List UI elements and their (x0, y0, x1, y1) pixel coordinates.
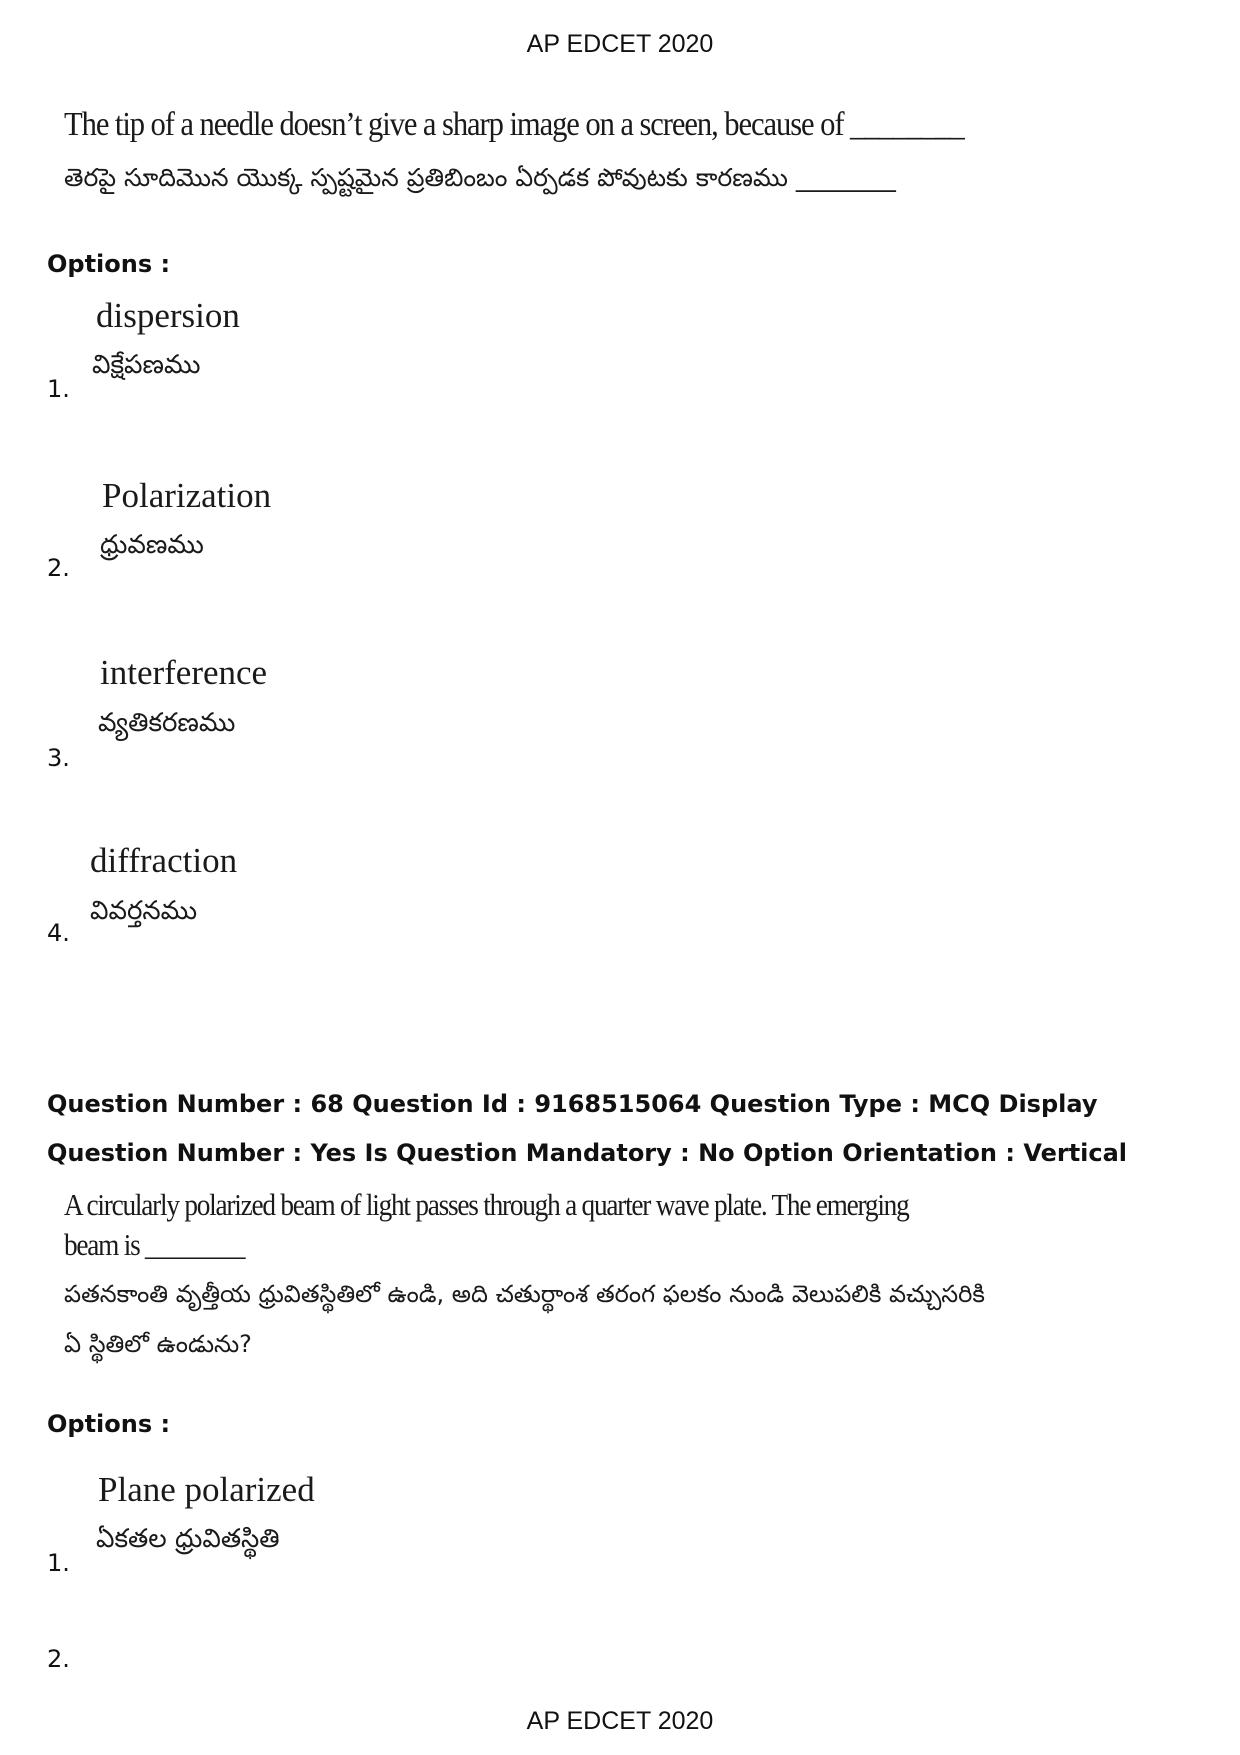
question-2-text-en-line-2: beam is ________ (64, 1227, 245, 1262)
q2-option-2-number: 2. (47, 1645, 70, 1673)
q1-option-1-text-te: విక్షేపణము (92, 350, 201, 380)
q1-option-1-text-en: dispersion (96, 296, 240, 335)
question-2-text-te-line-2: ఏ స్థితిలో ఉండును? (64, 1330, 252, 1358)
q1-option-2-text-en: Polarization (102, 476, 272, 515)
q2-option-1-text-te: ఏకతల ధ్రువితస్థితి (96, 1524, 280, 1554)
q2-option-1-number: 1. (47, 1549, 70, 1577)
q1-option-2-text-te: ధ్రువణము (100, 530, 204, 560)
q1-option-4-text-en: diffraction (90, 841, 238, 880)
question-1-options-label: Options : (47, 250, 171, 278)
question-2-options-label: Options : (47, 1410, 171, 1438)
q1-option-3-text-en: interference (100, 653, 268, 692)
page-header: AP EDCET 2020 (526, 30, 714, 58)
page-footer: AP EDCET 2020 (526, 1707, 714, 1735)
q1-option-1-number: 1. (47, 375, 70, 403)
question-2-text-en-line-1: A circularly polarized beam of light passes through a quarter wave plate. The emerging (64, 1187, 909, 1222)
question-2-text-te-line-1: పతనకాంతి వృత్తీయ ధ్రువితస్థితిలో ఉండి, అది చతుర్థాంశ తరంగ ఫలకం నుండి వెలుపలికి వచ్చుసరికి (64, 1280, 985, 1308)
q1-option-4-number: 4. (47, 919, 70, 947)
q1-option-2-number: 2. (47, 554, 70, 582)
q2-option-1-text-en: Plane polarized (98, 1470, 315, 1509)
q1-option-3-text-te: వ్యతికరణము (98, 708, 236, 738)
q1-option-3-number: 3. (47, 744, 70, 772)
q1-option-4-text-te: వివర్తనము (90, 896, 198, 926)
question-2-meta: Question Number : 68 Question Id : 9168515064 Question Type : MCQ Display Question Number : Yes Is Question Mandatory : No Option Orientation : Vertical (47, 1090, 1128, 1167)
question-1-text-en: The tip of a needle doesn’t give a sharp image on a screen, because of ________ (64, 106, 964, 143)
question-1-text-te: తెరపై సూదిమొన యొక్క స్పష్టమైన ప్రతిబింబం ఏర్పడక పోవుటకు కారణము ________ (64, 163, 896, 192)
